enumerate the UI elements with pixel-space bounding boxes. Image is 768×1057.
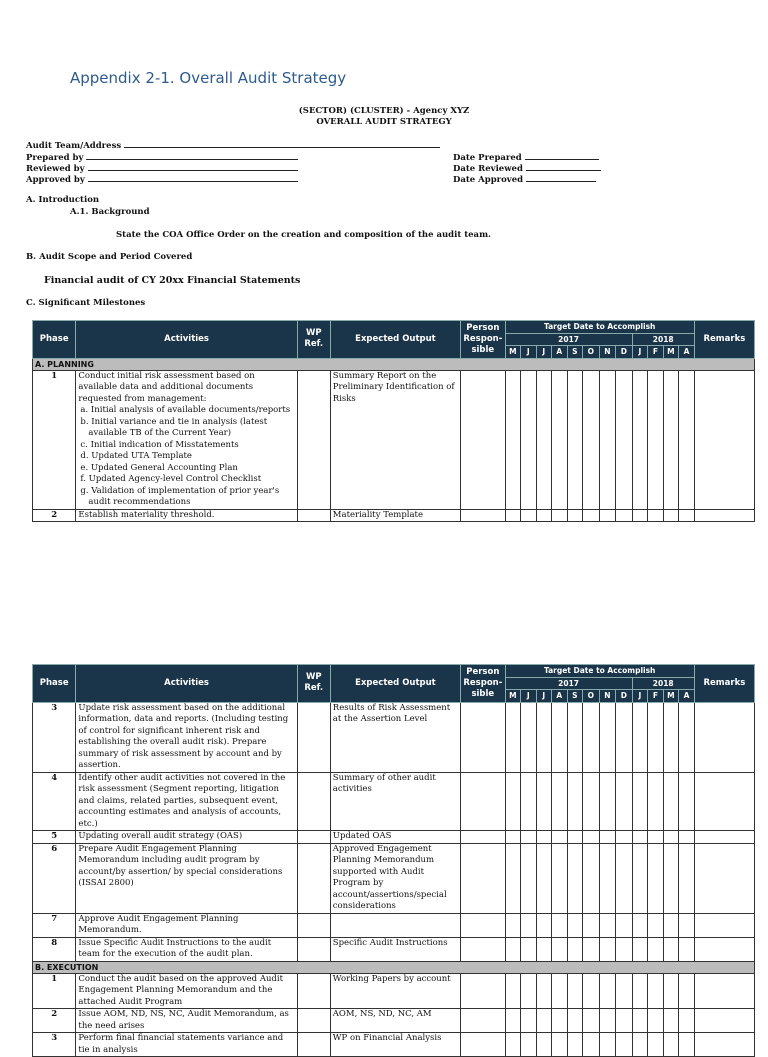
section-b-text: Financial audit of CY 20xx Financial Statements — [44, 275, 301, 286]
activity-text: Update risk assessment based on the additional information, data and reports. (Including testing of control for significant inherent risk and establishing the overall audit risk). Prepare summary of risk assessment by account and by assertion. — [76, 702, 297, 772]
activity-text: Conduct initial risk assessment based on available data and additional documents requested from management: — [78, 370, 255, 404]
header-remarks: Remarks — [694, 321, 754, 359]
person-cell[interactable] — [461, 843, 505, 913]
reviewed-by-label: Reviewed by — [26, 164, 85, 174]
document-subtitle: OVERALL AUDIT STRATEGY — [316, 117, 452, 127]
date-reviewed-blank[interactable] — [526, 162, 601, 171]
milestones-table-1 — [32, 320, 755, 522]
audit-team-label: Audit Team/Address — [26, 141, 122, 151]
header-year-2018: 2018 — [632, 333, 694, 346]
person-cell[interactable] — [461, 831, 505, 844]
month-header: A — [679, 690, 695, 703]
section-c-heading: C. Significant Milestones — [26, 298, 146, 308]
expected-output-cell: AOM, NS, ND, NC, AM — [330, 1009, 460, 1033]
month-header: F — [648, 346, 664, 359]
section-a1-heading: A.1. Background — [70, 207, 150, 217]
wp-ref-cell[interactable] — [297, 937, 330, 961]
date-approved-field — [453, 173, 596, 185]
table-row — [33, 1033, 755, 1057]
phase-number: 3 — [33, 1033, 76, 1057]
remarks-cell[interactable] — [694, 973, 754, 1009]
month-header: J — [536, 346, 552, 359]
remarks-cell[interactable] — [694, 843, 754, 913]
activity-text: Prepare Audit Engagement Planning Memorandum including audit program by account/by assertion/ by special considerations (ISSAI 2800) — [76, 843, 297, 913]
section-execution-row: B. EXECUTION — [33, 961, 755, 973]
activity-text: Identify other audit activities not covered in the risk assessment (Segment reporting, litigation and claims, related parties, subsequent event, accounting estimates and analysis of accounts, etc.) — [76, 772, 297, 831]
table-row — [33, 772, 755, 831]
table-row — [33, 831, 755, 844]
remarks-cell[interactable] — [694, 831, 754, 844]
wp-ref-cell[interactable] — [297, 913, 330, 937]
wp-ref-cell[interactable] — [297, 370, 330, 509]
table-row — [33, 509, 755, 522]
expected-output-cell: Approved Engagement Planning Memorandum supported with Audit Program by account/assertions/special considerations — [330, 843, 460, 913]
expected-output-cell: Working Papers by account — [330, 973, 460, 1009]
month-header: M — [663, 690, 679, 703]
prepared-by-label: Prepared by — [26, 153, 84, 163]
person-cell[interactable] — [461, 1009, 505, 1033]
person-cell[interactable] — [461, 702, 505, 772]
header-remarks: Remarks — [694, 665, 754, 703]
month-header: J — [521, 346, 537, 359]
expected-output-cell: Specific Audit Instructions — [330, 937, 460, 961]
month-header: A — [679, 346, 695, 359]
month-header: O — [583, 690, 600, 703]
expected-output-cell — [330, 913, 460, 937]
phase-number: 1 — [33, 370, 76, 509]
table-row — [33, 702, 755, 772]
activity-text: Establish materiality threshold. — [76, 509, 297, 522]
month-header: M — [663, 346, 679, 359]
date-reviewed-label: Date Reviewed — [453, 164, 523, 174]
table-row — [33, 913, 755, 937]
audit-team-blank[interactable] — [124, 139, 440, 148]
header-expected-output: Expected Output — [330, 665, 460, 703]
header-year-2017: 2017 — [505, 677, 632, 690]
prepared-by-blank[interactable] — [86, 151, 298, 160]
approved-by-field — [26, 173, 298, 185]
section-planning-row: A. PLANNING — [33, 358, 755, 370]
page-title: Appendix 2-1. Overall Audit Strategy — [70, 69, 347, 87]
month-header: D — [616, 690, 633, 703]
person-cell[interactable] — [461, 937, 505, 961]
month-header: N — [599, 346, 616, 359]
person-cell[interactable] — [461, 973, 505, 1009]
expected-output-cell: Summary Report on the Preliminary Identification of Risks — [330, 370, 460, 509]
activity-subitem: g. Validation of implementation of prior year's audit recommendations — [80, 485, 280, 507]
month-header: J — [536, 690, 552, 703]
month-header: F — [648, 690, 664, 703]
remarks-cell[interactable] — [694, 913, 754, 937]
person-cell[interactable] — [461, 370, 505, 509]
section-a1-text: State the COA Office Order on the creation and composition of the audit team. — [116, 230, 492, 240]
section-b-heading: B. Audit Scope and Period Covered — [26, 252, 193, 262]
date-prepared-blank[interactable] — [525, 151, 599, 160]
phase-number: 5 — [33, 831, 76, 844]
header-phase: Phase — [33, 321, 76, 359]
month-header: O — [583, 346, 600, 359]
header-target-date: Target Date to Accomplish — [505, 321, 694, 334]
phase-number: 8 — [33, 937, 76, 961]
approved-by-label: Approved by — [26, 175, 85, 185]
table-row — [33, 973, 755, 1009]
expected-output-cell: Results of Risk Assessment at the Assertion Level — [330, 702, 460, 772]
table-row — [33, 937, 755, 961]
wp-ref-cell[interactable] — [297, 509, 330, 522]
activity-subitem: c. Initial indication of Misstatements — [80, 439, 239, 450]
activity-text: Updating overall audit strategy (OAS) — [76, 831, 297, 844]
phase-number: 4 — [33, 772, 76, 831]
person-cell[interactable] — [461, 772, 505, 831]
month-header: S — [567, 690, 583, 703]
phase-number: 3 — [33, 702, 76, 772]
activity-text: Conduct the audit based on the approved Audit Engagement Planning Memorandum and the attached Audit Program — [76, 973, 297, 1009]
table-row — [33, 370, 755, 509]
month-header: M — [505, 690, 521, 703]
activity-text: Perform final financial statements variance and tie in analysis — [76, 1033, 297, 1057]
date-approved-blank[interactable] — [526, 173, 596, 182]
expected-output-cell: WP on Financial Analysis — [330, 1033, 460, 1057]
wp-ref-cell[interactable] — [297, 831, 330, 844]
expected-output-cell: Updated OAS — [330, 831, 460, 844]
activity-text: Issue AOM, ND, NS, NC, Audit Memorandum, as the need arises — [76, 1009, 297, 1033]
header-year-2017: 2017 — [505, 333, 632, 346]
reviewed-by-blank[interactable] — [88, 162, 298, 171]
milestones-table-2 — [32, 664, 755, 1057]
header-activities: Activities — [76, 321, 297, 359]
wp-ref-cell[interactable] — [297, 1033, 330, 1057]
wp-ref-cell[interactable] — [297, 843, 330, 913]
activity-text: Approve Audit Engagement Planning Memorandum. — [76, 913, 297, 937]
header-phase: Phase — [33, 665, 76, 703]
remarks-cell[interactable] — [694, 702, 754, 772]
date-approved-label: Date Approved — [453, 175, 524, 185]
remarks-cell[interactable] — [694, 1009, 754, 1033]
activity-subitem: a. Initial analysis of available documents/reports — [80, 405, 291, 415]
header-target-date: Target Date to Accomplish — [505, 665, 694, 678]
phase-number: 6 — [33, 843, 76, 913]
person-cell[interactable] — [461, 1033, 505, 1057]
approved-by-blank[interactable] — [88, 173, 298, 182]
activity-subitem: d. Updated UTA Template — [80, 451, 192, 461]
header-year-2018: 2018 — [632, 677, 694, 690]
header-expected-output: Expected Output — [330, 321, 460, 359]
activity-cell — [76, 370, 297, 509]
month-header: A — [552, 346, 568, 359]
activity-text: Issue Specific Audit Instructions to the audit team for the execution of the audit plan. — [76, 937, 297, 961]
phase-number: 2 — [33, 1009, 76, 1033]
month-header: A — [552, 690, 568, 703]
remarks-cell[interactable] — [694, 772, 754, 831]
month-header: M — [505, 346, 521, 359]
month-header: S — [567, 346, 583, 359]
month-header: J — [632, 690, 648, 703]
activity-subitem: e. Updated General Accounting Plan — [80, 462, 238, 473]
section-a-heading: A. Introduction — [26, 195, 100, 205]
table-row — [33, 843, 755, 913]
wp-ref-cell[interactable] — [297, 973, 330, 1009]
expected-output-cell: Summary of other audit activities — [330, 772, 460, 831]
phase-number: 2 — [33, 509, 76, 522]
header-activities: Activities — [76, 665, 297, 703]
phase-number: 7 — [33, 913, 76, 937]
remarks-cell[interactable] — [694, 509, 754, 522]
person-cell[interactable] — [461, 913, 505, 937]
audit-team-field — [26, 139, 440, 151]
remarks-cell[interactable] — [694, 1033, 754, 1057]
header-wp-ref: WP Ref. — [297, 665, 330, 703]
remarks-cell[interactable] — [694, 370, 754, 509]
month-header: J — [632, 346, 648, 359]
expected-output-cell: Materiality Template — [330, 509, 460, 522]
header-person-responsible: Person Respon- sible — [461, 665, 505, 703]
phase-number: 1 — [33, 973, 76, 1009]
month-header: N — [599, 690, 616, 703]
date-prepared-label: Date Prepared — [453, 153, 522, 163]
month-header: D — [616, 346, 633, 359]
wp-ref-cell[interactable] — [297, 772, 330, 831]
person-cell[interactable] — [461, 509, 505, 522]
header-wp-ref: WP Ref. — [297, 321, 330, 359]
activity-subitem: b. Initial variance and tie in analysis (latest available TB of the Current Year) — [80, 416, 268, 438]
remarks-cell[interactable] — [694, 937, 754, 961]
agency-line: (SECTOR) (CLUSTER) - Agency XYZ — [298, 106, 470, 116]
month-header: J — [521, 690, 537, 703]
wp-ref-cell[interactable] — [297, 702, 330, 772]
activity-subitem: f. Updated Agency-level Control Checklist — [80, 474, 262, 484]
table-row — [33, 1009, 755, 1033]
wp-ref-cell[interactable] — [297, 1009, 330, 1033]
header-person-responsible: Person Respon- sible — [461, 321, 505, 359]
